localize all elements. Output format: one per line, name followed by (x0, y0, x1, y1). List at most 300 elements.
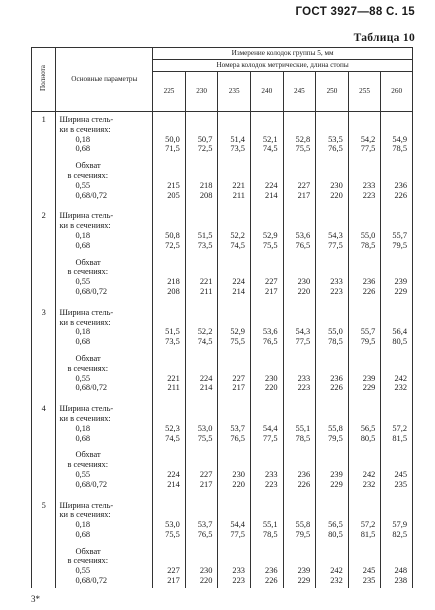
cell-value: 52,2 (230, 230, 245, 240)
cell-value: 75,5 (295, 144, 311, 154)
size-header-245: 245 (283, 72, 316, 112)
cell-value: 221 (199, 277, 213, 287)
cell-value: 214 (265, 190, 278, 200)
table-cell (381, 401, 413, 443)
girth-param-label (56, 443, 153, 497)
cell-value: 223 (232, 576, 245, 586)
cell-value: 239 (362, 373, 376, 383)
table-cell (185, 498, 218, 540)
cell-value: 74,5 (230, 240, 245, 250)
width-param-label (56, 112, 153, 155)
cell-value: 50,0 (165, 134, 180, 144)
cell-value: 53,5 (328, 134, 343, 144)
table-cell (153, 305, 186, 347)
param-text: 0,68 (75, 337, 91, 347)
cell-value: 79,5 (360, 337, 376, 347)
table-cell (250, 305, 283, 347)
table-cell (218, 251, 251, 305)
table-cell (185, 443, 218, 497)
cell-value: 54,3 (295, 327, 311, 337)
param-text: в сечениях: (67, 363, 109, 373)
param-text: 0,68 (75, 433, 91, 443)
table-cell (185, 540, 218, 588)
cell-value: 232 (394, 383, 407, 393)
cell-value: 72,5 (197, 144, 213, 154)
width-param-label (56, 498, 153, 540)
table-cell (185, 208, 218, 250)
param-text: ки в сечениях: (59, 124, 111, 134)
cell-value: 82,5 (392, 529, 407, 539)
girth-param-label (56, 347, 153, 401)
table-cell (316, 112, 349, 155)
table-cell (283, 112, 316, 155)
table-cell (283, 401, 316, 443)
table-cell (283, 443, 316, 497)
param-text: 0,18 (75, 520, 91, 530)
cell-value: 217 (265, 286, 278, 296)
cell-value: 232 (330, 576, 343, 586)
cell-value: 229 (394, 286, 407, 296)
cell-value: 227 (199, 469, 213, 479)
cell-value: 55,0 (328, 327, 343, 337)
cell-value: 53,0 (165, 520, 180, 530)
table-cell (185, 112, 218, 155)
param-text: 0,68/0,72 (75, 190, 108, 200)
cell-value: 55,1 (295, 423, 311, 433)
cell-value: 56,5 (360, 423, 376, 433)
cell-value: 75,5 (197, 433, 213, 443)
table-cell (250, 208, 283, 250)
cell-value: 55,8 (295, 520, 311, 530)
cell-value: 233 (362, 180, 376, 190)
param-text: 0,55 (75, 469, 91, 479)
size-header-255: 255 (348, 72, 381, 112)
table-cell (250, 251, 283, 305)
fullness-number: 4 (32, 401, 56, 443)
table-row (32, 401, 413, 443)
table-cell (316, 498, 349, 540)
cell-value: 77,5 (230, 529, 245, 539)
table-cell (153, 154, 186, 208)
param-text: 0,55 (75, 277, 91, 287)
table-cell (218, 443, 251, 497)
table-cell (348, 208, 381, 250)
table-cell (250, 154, 283, 208)
cell-value: 245 (362, 566, 376, 576)
cell-value: 233 (265, 469, 278, 479)
cell-value: 226 (330, 383, 343, 393)
table-cell (381, 305, 413, 347)
param-text: ки в сечениях: (59, 221, 111, 231)
cell-value: 57,2 (360, 520, 376, 530)
cell-value: 223 (297, 383, 311, 393)
cell-value: 51,5 (165, 327, 180, 337)
param-text: Ширина стель- (59, 307, 114, 317)
cell-value: 52,9 (230, 327, 245, 337)
cell-value: 211 (200, 286, 213, 296)
table-cell (348, 443, 381, 497)
cell-value: 54,9 (392, 134, 407, 144)
param-text: 0,68 (75, 144, 91, 154)
cell-value: 217 (167, 576, 180, 586)
cell-value: 220 (199, 576, 213, 586)
cell-value: 221 (167, 373, 180, 383)
cell-value: 214 (167, 479, 180, 489)
cell-value: 77,5 (328, 240, 343, 250)
cell-value: 218 (167, 277, 180, 287)
girth-param-label (56, 540, 153, 588)
size-header-260: 260 (381, 72, 413, 112)
cell-value: 205 (167, 190, 180, 200)
param-text: 0,18 (75, 327, 91, 337)
cell-value: 232 (362, 479, 376, 489)
cell-value: 57,2 (392, 423, 407, 433)
cell-value: 53,6 (295, 230, 311, 240)
cell-value: 80,5 (360, 433, 376, 443)
table-row (32, 251, 413, 305)
table-cell (250, 112, 283, 155)
param-text: Ширина стель- (59, 211, 114, 221)
cell-value: 208 (199, 190, 213, 200)
cell-value: 72,5 (165, 240, 180, 250)
cell-value: 226 (394, 190, 407, 200)
table-cell (381, 498, 413, 540)
cell-value: 208 (167, 286, 180, 296)
table-cell (185, 305, 218, 347)
table-cell (381, 251, 413, 305)
cell-value: 224 (167, 469, 180, 479)
param-text: 0,18 (75, 230, 91, 240)
cell-value: 230 (232, 469, 245, 479)
fullness-spacer (32, 251, 56, 305)
cell-value: 56,4 (392, 327, 407, 337)
cell-value: 214 (199, 383, 213, 393)
cell-value: 224 (232, 277, 245, 287)
table-cell (185, 154, 218, 208)
param-text: 0,68/0,72 (75, 479, 108, 489)
cell-value: 52,8 (295, 134, 311, 144)
group-header: Измерение колодок группы 5, мм (153, 48, 413, 60)
width-param-label (56, 401, 153, 443)
table-cell (381, 112, 413, 155)
cell-value: 74,5 (262, 144, 278, 154)
cell-value: 77,5 (295, 337, 311, 347)
table-cell (316, 443, 349, 497)
param-text: ки в сечениях: (59, 317, 111, 327)
cell-value: 242 (394, 373, 407, 383)
param-text: Обхват (75, 353, 101, 363)
table-cell (153, 540, 186, 588)
cell-value: 74,5 (165, 433, 180, 443)
param-text: Ширина стель- (59, 404, 114, 414)
table-cell (250, 498, 283, 540)
cell-value: 57,9 (392, 520, 407, 530)
size-header-250: 250 (316, 72, 349, 112)
cell-value: 81,5 (392, 433, 407, 443)
cell-value: 220 (330, 190, 343, 200)
cell-value: 73,5 (197, 240, 213, 250)
cell-value: 236 (394, 180, 407, 190)
cell-value: 53,7 (230, 423, 245, 433)
table-cell (218, 208, 251, 250)
param-text: 0,68 (75, 240, 91, 250)
param-text: 0,55 (75, 373, 91, 383)
cell-value: 226 (265, 576, 278, 586)
cell-value: 75,5 (262, 240, 278, 250)
cell-value: 55,1 (262, 520, 278, 530)
table-cell (153, 208, 186, 250)
param-text: 0,68/0,72 (75, 576, 108, 586)
cell-value: 74,5 (197, 337, 213, 347)
cell-value: 229 (297, 576, 311, 586)
cell-value: 53,0 (197, 423, 213, 433)
fullness-number: 3 (32, 305, 56, 347)
table-cell (381, 154, 413, 208)
girth-param-label (56, 251, 153, 305)
cell-value: 230 (199, 566, 213, 576)
cell-value: 218 (199, 180, 213, 190)
table-cell (283, 208, 316, 250)
cell-value: 236 (265, 566, 278, 576)
cell-value: 77,5 (262, 433, 278, 443)
cell-value: 78,5 (360, 240, 376, 250)
cell-value: 214 (232, 286, 245, 296)
size-header-230: 230 (185, 72, 218, 112)
cell-value: 78,5 (328, 337, 343, 347)
table-cell (153, 498, 186, 540)
table-cell (153, 443, 186, 497)
table-cell (381, 208, 413, 250)
cell-value: 245 (394, 469, 407, 479)
cell-value: 52,9 (262, 230, 278, 240)
table-cell (348, 347, 381, 401)
numbers-header: Номера колодок метрические, длина стопы (153, 60, 413, 72)
table-cell (250, 540, 283, 588)
table-cell (153, 401, 186, 443)
cell-value: 79,5 (392, 240, 407, 250)
cell-value: 78,5 (262, 529, 278, 539)
girth-param-label (56, 154, 153, 208)
table-cell (381, 443, 413, 497)
cell-value: 229 (362, 383, 376, 393)
cell-value: 51,4 (230, 134, 245, 144)
table-cell (316, 208, 349, 250)
cell-value: 227 (265, 277, 278, 287)
cell-value: 211 (232, 190, 245, 200)
fullness-spacer (32, 347, 56, 401)
table-cell (218, 347, 251, 401)
param-text: Обхват (75, 161, 101, 171)
table-cell (153, 112, 186, 155)
param-text: в сечениях: (67, 460, 109, 470)
width-param-label (56, 305, 153, 347)
table-cell (316, 154, 349, 208)
cell-value: 54,4 (262, 423, 278, 433)
cell-value: 53,6 (262, 327, 278, 337)
cell-value: 236 (330, 373, 343, 383)
table-cell (283, 154, 316, 208)
param-text: 0,68 (75, 529, 91, 539)
param-text: в сечениях: (67, 556, 109, 566)
cell-value: 230 (265, 373, 278, 383)
param-text: 0,18 (75, 134, 91, 144)
cell-value: 55,8 (328, 423, 343, 433)
table-cell (218, 154, 251, 208)
cell-value: 236 (362, 277, 376, 287)
cell-value: 217 (232, 383, 245, 393)
cell-value: 76,5 (230, 433, 245, 443)
page-header: ГОСТ 3927—88 С. 15 (295, 6, 415, 18)
cell-value: 230 (297, 277, 311, 287)
table-row (32, 112, 413, 155)
table-cell (316, 305, 349, 347)
cell-value: 50,7 (197, 134, 213, 144)
main-params-header: Основные параметры (56, 48, 153, 112)
table-cell (283, 540, 316, 588)
cell-value: 78,5 (295, 433, 311, 443)
param-text: Ширина стель- (59, 115, 114, 124)
fullness-number: 5 (32, 498, 56, 540)
cell-value: 239 (297, 566, 311, 576)
cell-value: 226 (297, 479, 311, 489)
fullness-spacer (32, 540, 56, 588)
table-cell (283, 498, 316, 540)
table-cell (218, 401, 251, 443)
table-cell (250, 347, 283, 401)
table-cell (153, 347, 186, 401)
cell-value: 235 (362, 576, 376, 586)
size-header-225: 225 (153, 72, 186, 112)
table-cell (250, 443, 283, 497)
table-row (32, 305, 413, 347)
table-cell (250, 401, 283, 443)
cell-value: 55,7 (360, 327, 376, 337)
cell-value: 242 (362, 469, 376, 479)
table-row (32, 154, 413, 208)
table-row (32, 208, 413, 250)
cell-value: 75,5 (230, 337, 245, 347)
param-text: 0,18 (75, 423, 91, 433)
cell-value: 235 (394, 479, 407, 489)
cell-value: 54,2 (360, 134, 376, 144)
cell-value: 236 (297, 469, 311, 479)
fullness-number: 2 (32, 208, 56, 250)
table-cell (348, 401, 381, 443)
cell-value: 54,4 (230, 520, 245, 530)
cell-value: 239 (330, 469, 343, 479)
cell-value: 56,5 (328, 520, 343, 530)
cell-value: 55,0 (360, 230, 376, 240)
table-cell (316, 401, 349, 443)
cell-value: 233 (232, 566, 245, 576)
table-row (32, 347, 413, 401)
table-cell (218, 540, 251, 588)
param-text: в сечениях: (67, 267, 109, 277)
cell-value: 211 (167, 383, 180, 393)
footer-mark: 3* (31, 594, 40, 604)
table-cell (283, 347, 316, 401)
fullness-number: 1 (32, 112, 56, 155)
cell-value: 75,5 (165, 529, 180, 539)
param-text: ки в сечениях: (59, 510, 111, 520)
table-row (32, 443, 413, 497)
cell-value: 55,7 (392, 230, 407, 240)
fullness-header: Полнота (32, 48, 56, 112)
cell-value: 229 (330, 479, 343, 489)
table-cell (185, 251, 218, 305)
cell-value: 238 (394, 576, 407, 586)
cell-value: 52,2 (197, 327, 213, 337)
table-cell (153, 251, 186, 305)
table-cell (348, 498, 381, 540)
width-param-label (56, 208, 153, 250)
table-cell (185, 347, 218, 401)
cell-value: 217 (199, 479, 213, 489)
table-cell (348, 112, 381, 155)
cell-value: 223 (330, 286, 343, 296)
table-cell (283, 305, 316, 347)
cell-value: 79,5 (295, 529, 311, 539)
table-cell (381, 347, 413, 401)
cell-value: 233 (330, 277, 343, 287)
cell-value: 73,5 (165, 337, 180, 347)
fullness-spacer (32, 154, 56, 208)
cell-value: 226 (362, 286, 376, 296)
cell-value: 53,7 (197, 520, 213, 530)
cell-value: 73,5 (230, 144, 245, 154)
cell-value: 50,8 (165, 230, 180, 240)
table-cell (348, 154, 381, 208)
table-cell (218, 498, 251, 540)
table-cell (348, 305, 381, 347)
cell-value: 51,5 (197, 230, 213, 240)
table-cell (316, 540, 349, 588)
table-cell (185, 401, 218, 443)
table-cell (283, 251, 316, 305)
cell-value: 230 (330, 180, 343, 190)
table-row (32, 540, 413, 588)
table-cell (316, 251, 349, 305)
cell-value: 76,5 (262, 337, 278, 347)
cell-value: 227 (297, 180, 311, 190)
table-cell (348, 540, 381, 588)
cell-value: 239 (394, 277, 407, 287)
cell-value: 248 (394, 566, 407, 576)
table-cell (381, 540, 413, 588)
cell-value: 223 (362, 190, 376, 200)
cell-value: 78,5 (392, 144, 407, 154)
cell-value: 221 (232, 180, 245, 190)
param-text: в сечениях: (67, 170, 109, 180)
table-cell (316, 347, 349, 401)
cell-value: 54,3 (328, 230, 343, 240)
param-text: Обхват (75, 450, 101, 460)
size-header-240: 240 (250, 72, 283, 112)
param-text: ки в сечениях: (59, 413, 111, 423)
cell-value: 242 (330, 566, 343, 576)
cell-value: 233 (297, 373, 311, 383)
cell-value: 80,5 (328, 529, 343, 539)
cell-value: 217 (297, 190, 311, 200)
parameters-table (31, 47, 413, 588)
cell-value: 79,5 (328, 433, 343, 443)
table-caption: Таблица 10 (353, 32, 415, 44)
fullness-spacer (32, 443, 56, 497)
table-cell (348, 251, 381, 305)
param-text: 0,55 (75, 566, 91, 576)
cell-value: 52,3 (165, 423, 180, 433)
table-row (32, 498, 413, 540)
